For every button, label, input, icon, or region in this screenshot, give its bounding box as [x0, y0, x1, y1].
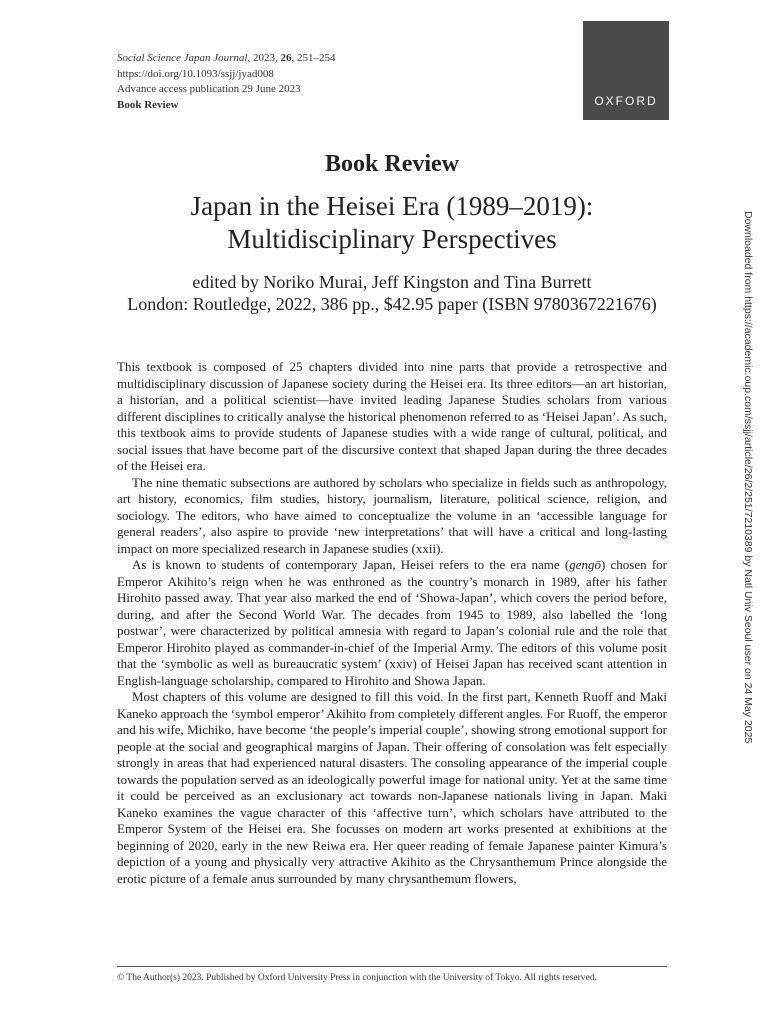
paragraph: Most chapters of this volume are designed to fill this void. In the first part, Kenneth Ruoff and Maki Kaneko approach the ‘symbol emperor’ Akihito from completely different angles. For Ruoff, the emperor and his wife, Michiko, have become ‘the people’s imperial couple’, showing strong emotional support for people at the social and geographical margins of Japan. Their offering of consolation was felt especially strongly in areas that had experienced natural disasters. The consoling appearance of the imperial couple towards the population served as an ideologically powerful image for national unity. Yet at the same time it could be perceived as an exclusionary act towards non-Japanese nationals living in Japan. Maki Kaneko examines the vague character of this ‘affective turn’, which scholars have attributed to the Emperor System of the Heisei era. She focusses on modern art works presented at exhibitions at the beginning of 2020, early in the new Reiwa era. Her queer reading of female Japanese painter Kimura’s depiction of a young and physically very attractive Akihito as the Chrysanthemum Prince alongside the erotic picture of a female anus surrounded by many chrysanthemum flowers, — [117, 689, 667, 886]
emphasis-term: gengō — [569, 557, 601, 572]
paragraph: The nine thematic subsections are authored by scholars who specialize in fields such as anthropology, art history, economics, film studies, history, journalism, literature, political science, religion, and sociology. The editors, who have aimed to conceptualize the volume in an ‘accessible language for general readers’, also aspire to provide ‘new interpretations’ that will have a critical and long-lasting impact on more specialized research in Japanese studies (xxii). — [117, 474, 667, 556]
article-heading — [117, 150, 667, 315]
review-body — [117, 359, 667, 887]
book-publication-info: London: Routledge, 2022, 386 pp., $42.95 paper (ISBN 9780367221676) — [127, 294, 657, 314]
section-kicker: Book Review — [325, 151, 459, 177]
article-metadata — [117, 51, 335, 113]
oxford-logo: OXFORD — [583, 21, 669, 120]
journal-name: Social Science Japan Journal — [117, 52, 248, 64]
access-date: Advance access publication 29 June 2023 — [117, 83, 301, 95]
paragraph: As is known to students of contemporary Japan, Heisei refers to the era name (gengō) chosen for Emperor Akihito’s reign when he was enthroned as the country’s monarch in 1989, after his father Hirohito passed away. That year also marked the end of ‘Showa-Japan’, which covers the period before, during, and after the Second World War. The decades from 1945 to 1989, also labelled the ‘long postwar’, were characterized by political amnesia with regard to Japan’s colonial rule and the role that Emperor Hirohito played as commander-in-chief of the Imperial Army. The editors of this volume posit that the ‘symbolic as well as bureaucratic system’ (xxiv) of Heisei Japan has received scant attention in English-language scholarship, compared to Hirohito and Showa Japan. — [117, 557, 667, 688]
download-watermark: Downloaded from https://academic.oup.com/ssjj/article/26/2/251/7210389 by Natl Univ Seoul user on 24 May 2025 — [742, 211, 754, 744]
volume-number: 26 — [280, 52, 292, 64]
book-editors: edited by Noriko Murai, Jeff Kingston and Tina Burrett — [192, 272, 592, 292]
footer-divider — [117, 966, 667, 967]
copyright-footer: © The Author(s) 2023. Published by Oxford University Press in conjunction with the University of Tokyo. All rights reserved. — [117, 973, 597, 983]
article-type: Book Review — [117, 98, 179, 111]
doi-link[interactable]: https://doi.org/10.1093/ssjj/jyad008 — [117, 67, 274, 80]
paragraph: This textbook is composed of 25 chapters divided into nine parts that provide a retrospective and multidisciplinary discussion of Japanese society during the Heisei era. Its three editors—an art historian, a historian, and a political scientist—have invited leading Japanese Studies scholars from various different disciplines to critically analyse the historical phenomenon referred to as ‘Heisei Japan’. As such, this textbook aims to provide students of Japanese studies with a wide range of cultural, political, and social issues that have become part of the discursive context that shaped Japan during the three decades of the Heisei era. — [117, 359, 667, 473]
page-range: , 251–254 — [291, 52, 336, 64]
citation-line: Social Science Japan Journal, 2023, 26, 251–254 — [117, 52, 336, 64]
book-title: Japan in the Heisei Era (1989–2019): Multidisciplinary Perspectives — [190, 191, 594, 254]
